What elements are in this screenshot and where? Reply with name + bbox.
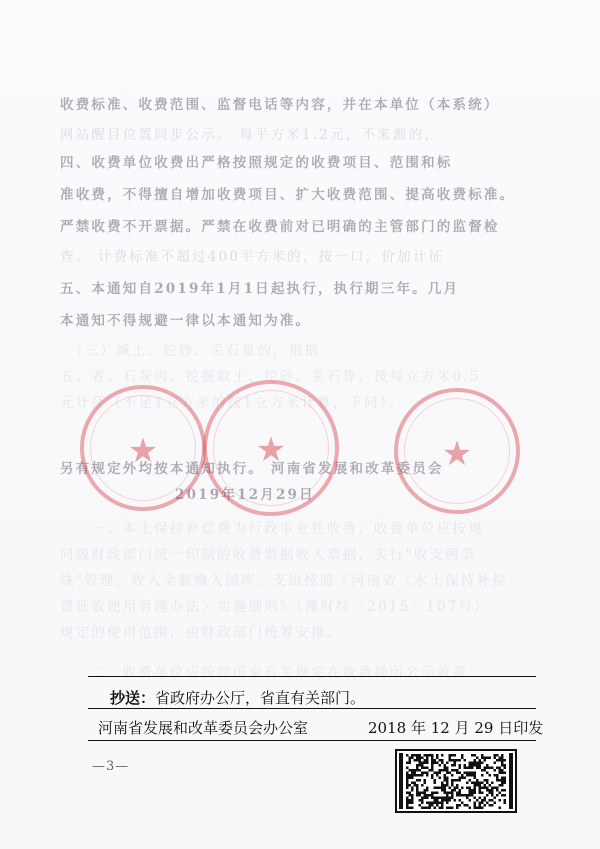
bleed-line: 准收费，不得擅自增加收费项目、扩大收费范围、提高收费标准。: [60, 187, 516, 203]
cc-label: 抄送：: [110, 689, 156, 707]
bleed-line: 严禁收费不开票据。严禁在收费前对已明确的主管部门的监督检: [60, 219, 500, 235]
bleed-line: 收费标准、收费范围、监督电话等内容，并在本单位（本系统）: [60, 97, 500, 113]
seal-left: ★: [80, 385, 206, 511]
bleed-line: 本通知不得规避一律以本通知为准。: [60, 313, 312, 329]
bleed-line: 四、收费单位收费出严格按照规定的收费项目、范围和标: [60, 155, 453, 171]
bleed-line: 另有规定外均按本通知执行。 河南省发展和改革委员会: [60, 461, 444, 477]
barcode-icon: [395, 749, 517, 813]
bottom-rule: [88, 740, 536, 741]
bleed-line: 五、本通知自2019年1月1日起执行，执行期三年。几月: [60, 281, 460, 297]
document-page: 收费标准、收费范围、监督电话等内容，并在本单位（本系统） 网站醒目位置同步公示。 每平方米1.2元，不来源的， 四、收费单位收费出严格按照规定的收费项目、范围和标 准收费，不得擅自增加收费项目、扩大收费范围、提高收费标准。 严禁收费不开票据。严禁在收费前对已明确的主管部门的监督检 查。 计费标准不超过400平方米的，按一口，价加计征 五、本通知自2019年1月1日起执行，执行期三年。几月 本通知不得规避一律以本通知为准。 另有规定外均按本通知执行。 河南省发展和改革委员会 2019年12月29日 （三）城土、挖砂、采石量的，根据 五、者、石灰肉、挖掘取土、挖砂、采石等，按每立方米0.5 元计征（不足1立方米的按1立方米计算，下同）。 一、本土保持补偿费为行政事业性收费，收费单位应按规 同级财政部门统一印制的收费票据收入票据，实行"收支两条 线"管理，收入全额缴入国库。支出按照《河南省〈水土保持补偿 费征收使用管理办法〉实施细则》（豫财综〔2015〕107号） 规定的使用范围，由财政部门统筹安排。 二、收费单位应按照国家有关规定在收费场所公示收费 ★ ★ ★ 抄送：省政府办公厅，省直有关部门。 河南省发展和改革委员会办公室 2018 年 12 月 29 日印发 —3—: [0, 0, 600, 849]
issuing-office: 河南省发展和改革委员会办公室: [98, 719, 309, 737]
bleed-line: 网站醒目位置同步公示。 每平方米1.2元，不来源的，: [60, 127, 440, 143]
top-rule: [88, 676, 536, 677]
middle-rule: [88, 708, 536, 709]
print-date: 2018 年 12 月 29 日印发: [368, 719, 544, 737]
cc-recipients: 省政府办公厅，省直有关部门。: [155, 689, 366, 707]
bleed-line: 2019年12月29日: [175, 487, 315, 503]
bleed-line: 查。 计费标准不超过400平方米的，按一口，价加计征: [60, 249, 445, 265]
page-number: —3—: [92, 759, 130, 774]
seal-right: ★: [394, 388, 520, 514]
cc-line: [110, 687, 365, 708]
seal-middle: ★: [203, 380, 339, 516]
